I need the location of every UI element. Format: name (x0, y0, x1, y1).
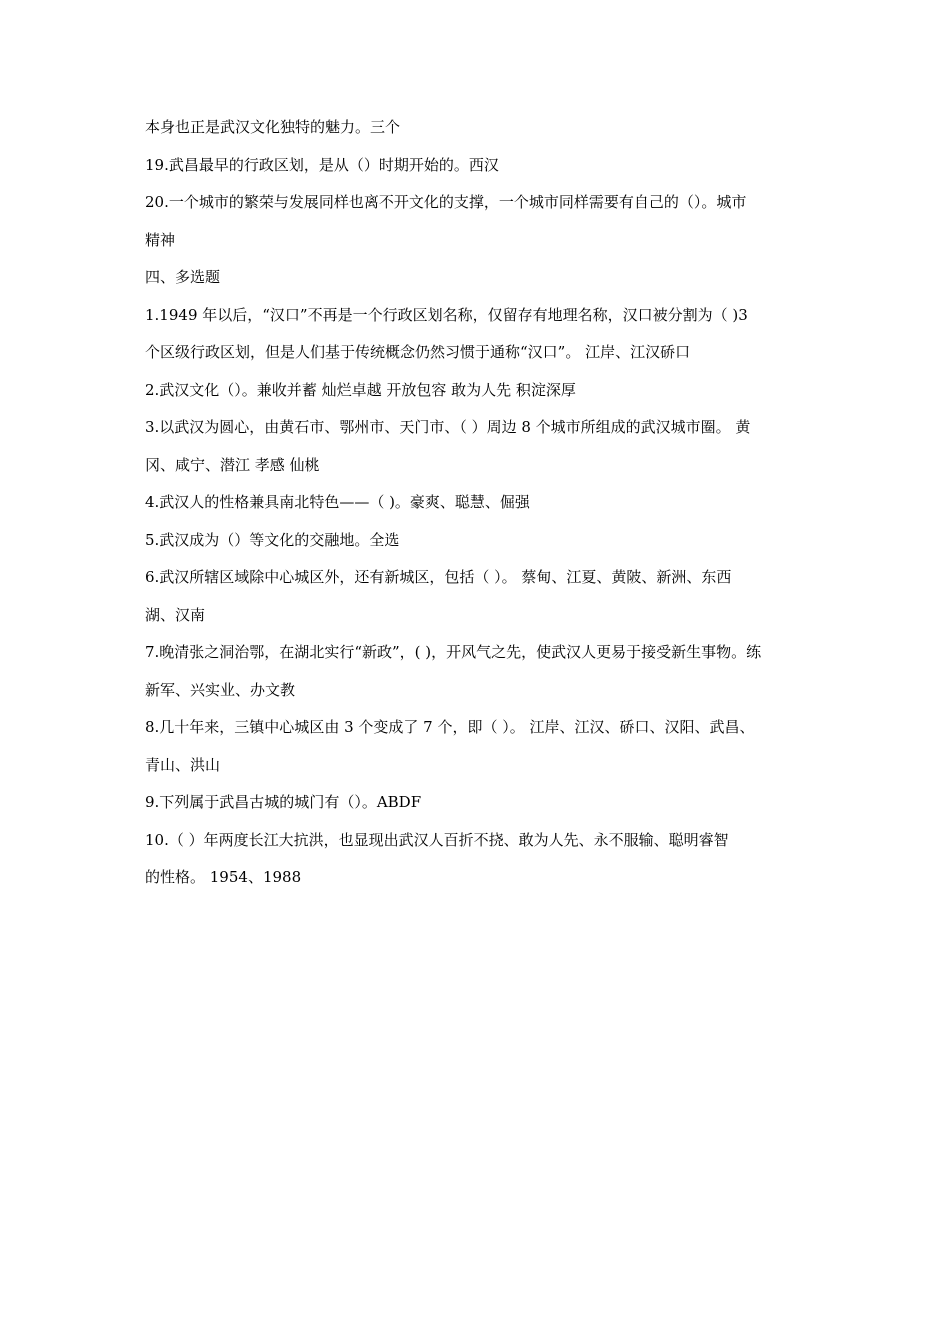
mc-question-4: 4.武汉人的性格兼具南北特色——（ )。豪爽、聪慧、倔强 (145, 493, 530, 511)
mc-question-10: 10.（ ）年两度长江大抗洪，也显现出武汉人百折不挠、敢为人先、永不服输、聪明睿智 (145, 830, 729, 849)
mc-question-2: 2.武汉文化（）。兼收并蓄 灿烂卓越 开放包容 敢为人先 积淀深厚 (145, 380, 576, 399)
mc-question-7-cont: 新军、兴实业、办文教 (145, 680, 296, 699)
mc-question-5: 5.武汉成为（）等文化的交融地。全选 (145, 530, 400, 549)
mc-question-8-cont: 青山、洪山 (145, 755, 221, 774)
mc-question-3: 3.以武汉为圆心，由黄石市、鄂州市、天门市、（ ）周边 8 个城市所组成的武汉城市圈。 黄 (145, 418, 751, 436)
mc-question-8: 8.几十年来，三镇中心城区由 3 个变成了 7 个，即（ ）。 江岸、江汉、硚口、汉阳、武昌、 (145, 718, 755, 736)
mc-question-7: 7.晚清张之洞治鄂，在湖北实行“新政”，( )，开风气之先，使武汉人更易于接受新生事物。练 (145, 643, 762, 661)
question-20: 20.一个城市的繁荣与发展同样也离不开文化的支撑，一个城市同样需要有自己的（）。城市 (145, 193, 747, 211)
mc-question-1: 1.1949 年以后，“汉口”不再是一个行政区划名称，仅留存有地理名称，汉口被分割为（ )3 (145, 305, 748, 324)
document-page (145, 118, 810, 906)
mc-question-1-cont: 个区级行政区划，但是人们基于传统概念仍然习惯于通称“汉口”。 江岸、江汉硚口 (145, 343, 691, 361)
mc-question-9: 9.下列属于武昌古城的城门有（）。ABDF (145, 793, 422, 811)
mc-question-3-cont: 冈、咸宁、潜江 孝感 仙桃 (145, 455, 320, 474)
mc-question-6-cont: 湖、汉南 (145, 605, 206, 624)
question-20-answer: 精神 (145, 230, 176, 249)
text-line-continuation: 本身也正是武汉文化独特的魅力。三个 (145, 118, 401, 136)
mc-question-6: 6.武汉所辖区域除中心城区外，还有新城区，包括（ ）。 蔡甸、江夏、黄陂、新洲、东西 (145, 568, 732, 586)
question-19: 19.武昌最早的行政区划，是从（）时期开始的。西汉 (145, 155, 499, 174)
mc-question-10-cont: 的性格。 1954、1988 (145, 868, 302, 886)
section-heading-multiple-choice: 四、多选题 (145, 268, 221, 286)
